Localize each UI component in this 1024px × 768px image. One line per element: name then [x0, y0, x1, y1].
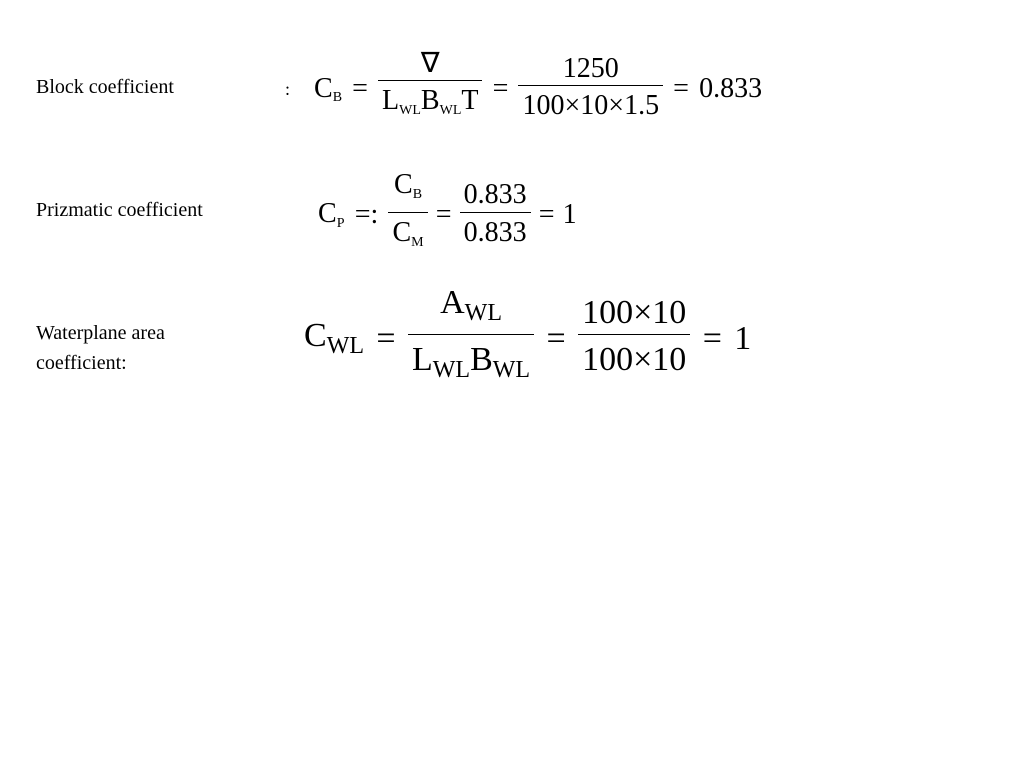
- colon: :: [285, 78, 291, 99]
- equals-sign: =: [538, 199, 555, 231]
- equals-colon-sign: =:: [354, 199, 379, 231]
- result-value: 1: [562, 199, 577, 231]
- fraction-volume-over-dimensions: [378, 48, 482, 131]
- equals-sign: =: [702, 319, 722, 357]
- block-coefficient-label: Block coefficient: [36, 76, 174, 98]
- fraction-cb-over-cm: [388, 168, 427, 263]
- denominator: CM: [392, 216, 424, 250]
- prizmatic-coefficient-label: Prizmatic coefficient: [36, 199, 203, 221]
- equals-sign: =: [435, 199, 452, 231]
- result-value: 0.833: [699, 73, 763, 105]
- fraction-area-over-dimensions: [408, 282, 534, 395]
- denominator: 0.833: [463, 216, 527, 248]
- lhs-symbol: CB: [314, 72, 343, 106]
- numerator: 0.833: [463, 178, 527, 210]
- denominator: LWLBWL: [412, 341, 531, 384]
- equals-sign: =: [546, 319, 566, 357]
- result-value: 1: [734, 319, 752, 357]
- equals-sign: =: [376, 319, 396, 357]
- fraction-numeric: [518, 53, 663, 126]
- numerator: ∇: [420, 48, 440, 79]
- fraction-numeric: [578, 292, 690, 385]
- denominator: LWLBWLT: [382, 85, 479, 118]
- fraction-numeric: [460, 178, 531, 253]
- equals-sign: =: [673, 73, 689, 105]
- waterplane-coefficient-equation: [304, 282, 751, 395]
- waterplane-coefficient-label-line1: Waterplane area: [36, 322, 165, 344]
- numerator: AWL: [440, 284, 502, 327]
- waterplane-coefficient-label-line2: coefficient:: [36, 352, 127, 374]
- denominator: 100×10×1.5: [522, 89, 660, 121]
- numerator: CB: [394, 169, 423, 202]
- equals-sign: =: [352, 73, 368, 105]
- lhs-symbol: CWL: [304, 317, 364, 360]
- prizmatic-coefficient-equation: [318, 168, 577, 263]
- lhs-symbol: CP: [318, 198, 345, 232]
- denominator: 100×10: [582, 341, 687, 379]
- block-coefficient-equation: [285, 48, 762, 131]
- numerator: 1250: [562, 52, 619, 84]
- equals-sign: =: [492, 73, 509, 105]
- numerator: 100×10: [582, 294, 687, 332]
